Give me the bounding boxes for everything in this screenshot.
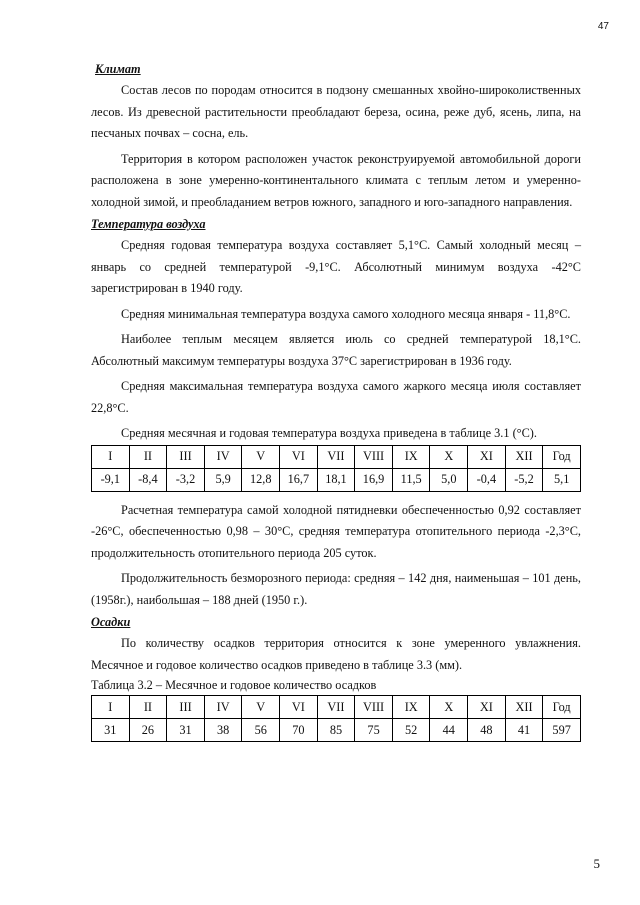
- page-number-bottom: 5: [593, 856, 600, 871]
- table-cell: 5,0: [430, 468, 468, 491]
- table-cell: 56: [242, 719, 280, 742]
- table-cell: XI: [468, 445, 506, 468]
- table-cell: 44: [430, 719, 468, 742]
- table-cell: IV: [204, 696, 242, 719]
- table-row: [92, 468, 581, 491]
- table-cell: 5,9: [204, 468, 242, 491]
- table-cell: 16,9: [355, 468, 393, 491]
- table-cell: 85: [317, 719, 355, 742]
- table-cell: I: [92, 445, 130, 468]
- paragraph: Наиболее теплым месяцем является июль со средней температурой 18,1°С. Абсолютный максимум температуры воздуха 37°С зарегистрирован в 1936 году.: [91, 332, 581, 368]
- table-cell: -0,4: [468, 468, 506, 491]
- table-cell: 26: [129, 719, 167, 742]
- paragraph: Расчетная температура самой холодной пятидневки обеспеченностью 0,92 составляет -26°С, обеспеченностью 0,98 – 30°С, средняя температура отопительного периода -2,3°С, продолжительность отопительного периода 205 суток.: [91, 502, 581, 560]
- paragraph: Территория в котором расположен участок реконструируемой автомобильной дороги расположена в зоне умеренно-континентального климата с теплым летом и умеренно-холодной зимой, и преобладанием ветров южного, западного и юго-западного направления.: [91, 151, 581, 209]
- table-row: [92, 719, 581, 742]
- table-cell: 41: [505, 719, 543, 742]
- table-cell: II: [129, 445, 167, 468]
- table-cell: 16,7: [280, 468, 318, 491]
- page-content: [91, 58, 581, 742]
- table-cell: I: [92, 696, 130, 719]
- table-cell: 5,1: [543, 468, 581, 491]
- table-cell: 52: [392, 719, 430, 742]
- table-cell: 75: [355, 719, 393, 742]
- table-cell: VI: [280, 696, 318, 719]
- paragraph: По количеству осадков территория относится к зоне умеренного увлажнения. Месячное и годовое количество осадков приведено в таблице 3.3 (мм).: [91, 636, 581, 672]
- table-cell: -3,2: [167, 468, 205, 491]
- table-cell: XII: [505, 696, 543, 719]
- heading-temperature: Температура воздуха: [91, 217, 206, 231]
- table-cell: 18,1: [317, 468, 355, 491]
- table-cell: 31: [167, 719, 205, 742]
- table-cell: III: [167, 696, 205, 719]
- temperature-table: [91, 445, 581, 492]
- paragraph: Средняя месячная и годовая температура воздуха приведена в таблице 3.1 (°С).: [121, 426, 537, 440]
- table-cell: X: [430, 445, 468, 468]
- heading-precipitation: Осадки: [91, 615, 131, 629]
- precipitation-table: [91, 695, 581, 742]
- table-cell: VIII: [355, 696, 393, 719]
- table-cell: VI: [280, 445, 318, 468]
- table-cell: IX: [392, 445, 430, 468]
- table-caption: Таблица 3.2 – Месячное и годовое количество осадков: [91, 678, 377, 692]
- table-cell: VII: [317, 445, 355, 468]
- paragraph: Продолжительность безморозного периода: средняя – 142 дня, наименьшая – 101 день, (1958г.), наибольшая – 188 дней (1950 г.).: [91, 571, 581, 607]
- table-cell: XII: [505, 445, 543, 468]
- paragraph: Состав лесов по породам относится в подзону смешанных хвойно-широколиственных лесов. Из древесной растительности преобладают береза, осина, реже дуб, ясень, липа, на песчаных почвах – сосна, ель.: [91, 83, 581, 140]
- table-cell: 597: [543, 719, 581, 742]
- table-cell: -9,1: [92, 468, 130, 491]
- page-number-top: 47: [597, 21, 609, 32]
- heading-climate: Климат: [95, 62, 141, 76]
- table-cell: IV: [204, 445, 242, 468]
- table-cell: 31: [92, 719, 130, 742]
- table-cell: XI: [468, 696, 506, 719]
- table-cell: VIII: [355, 445, 393, 468]
- table-cell: X: [430, 696, 468, 719]
- table-cell: II: [129, 696, 167, 719]
- table-cell: Год: [543, 696, 581, 719]
- table-cell: V: [242, 445, 280, 468]
- paragraph: Средняя минимальная температура воздуха самого холодного месяца января - 11,8°С.: [121, 306, 571, 321]
- table-cell: Год: [543, 445, 581, 468]
- table-cell: IX: [392, 696, 430, 719]
- table-header-row: [92, 696, 581, 719]
- paragraph: Средняя годовая температура воздуха составляет 5,1°С. Самый холодный месяц – январь со средней температурой -9,1°С. Абсолютный минимум воздуха -42°С зарегистрирован в 1940 году.: [91, 238, 581, 295]
- table-cell: 48: [468, 719, 506, 742]
- table-cell: -8,4: [129, 468, 167, 491]
- table-cell: VII: [317, 696, 355, 719]
- table-cell: V: [242, 696, 280, 719]
- table-header-row: [92, 445, 581, 468]
- table-cell: -5,2: [505, 468, 543, 491]
- table-cell: III: [167, 445, 205, 468]
- table-cell: 70: [280, 719, 318, 742]
- table-cell: 11,5: [392, 468, 430, 491]
- table-cell: 38: [204, 719, 242, 742]
- paragraph: Средняя максимальная температура воздуха самого жаркого месяца июля составляет 22,8°С.: [91, 379, 581, 415]
- table-cell: 12,8: [242, 468, 280, 491]
